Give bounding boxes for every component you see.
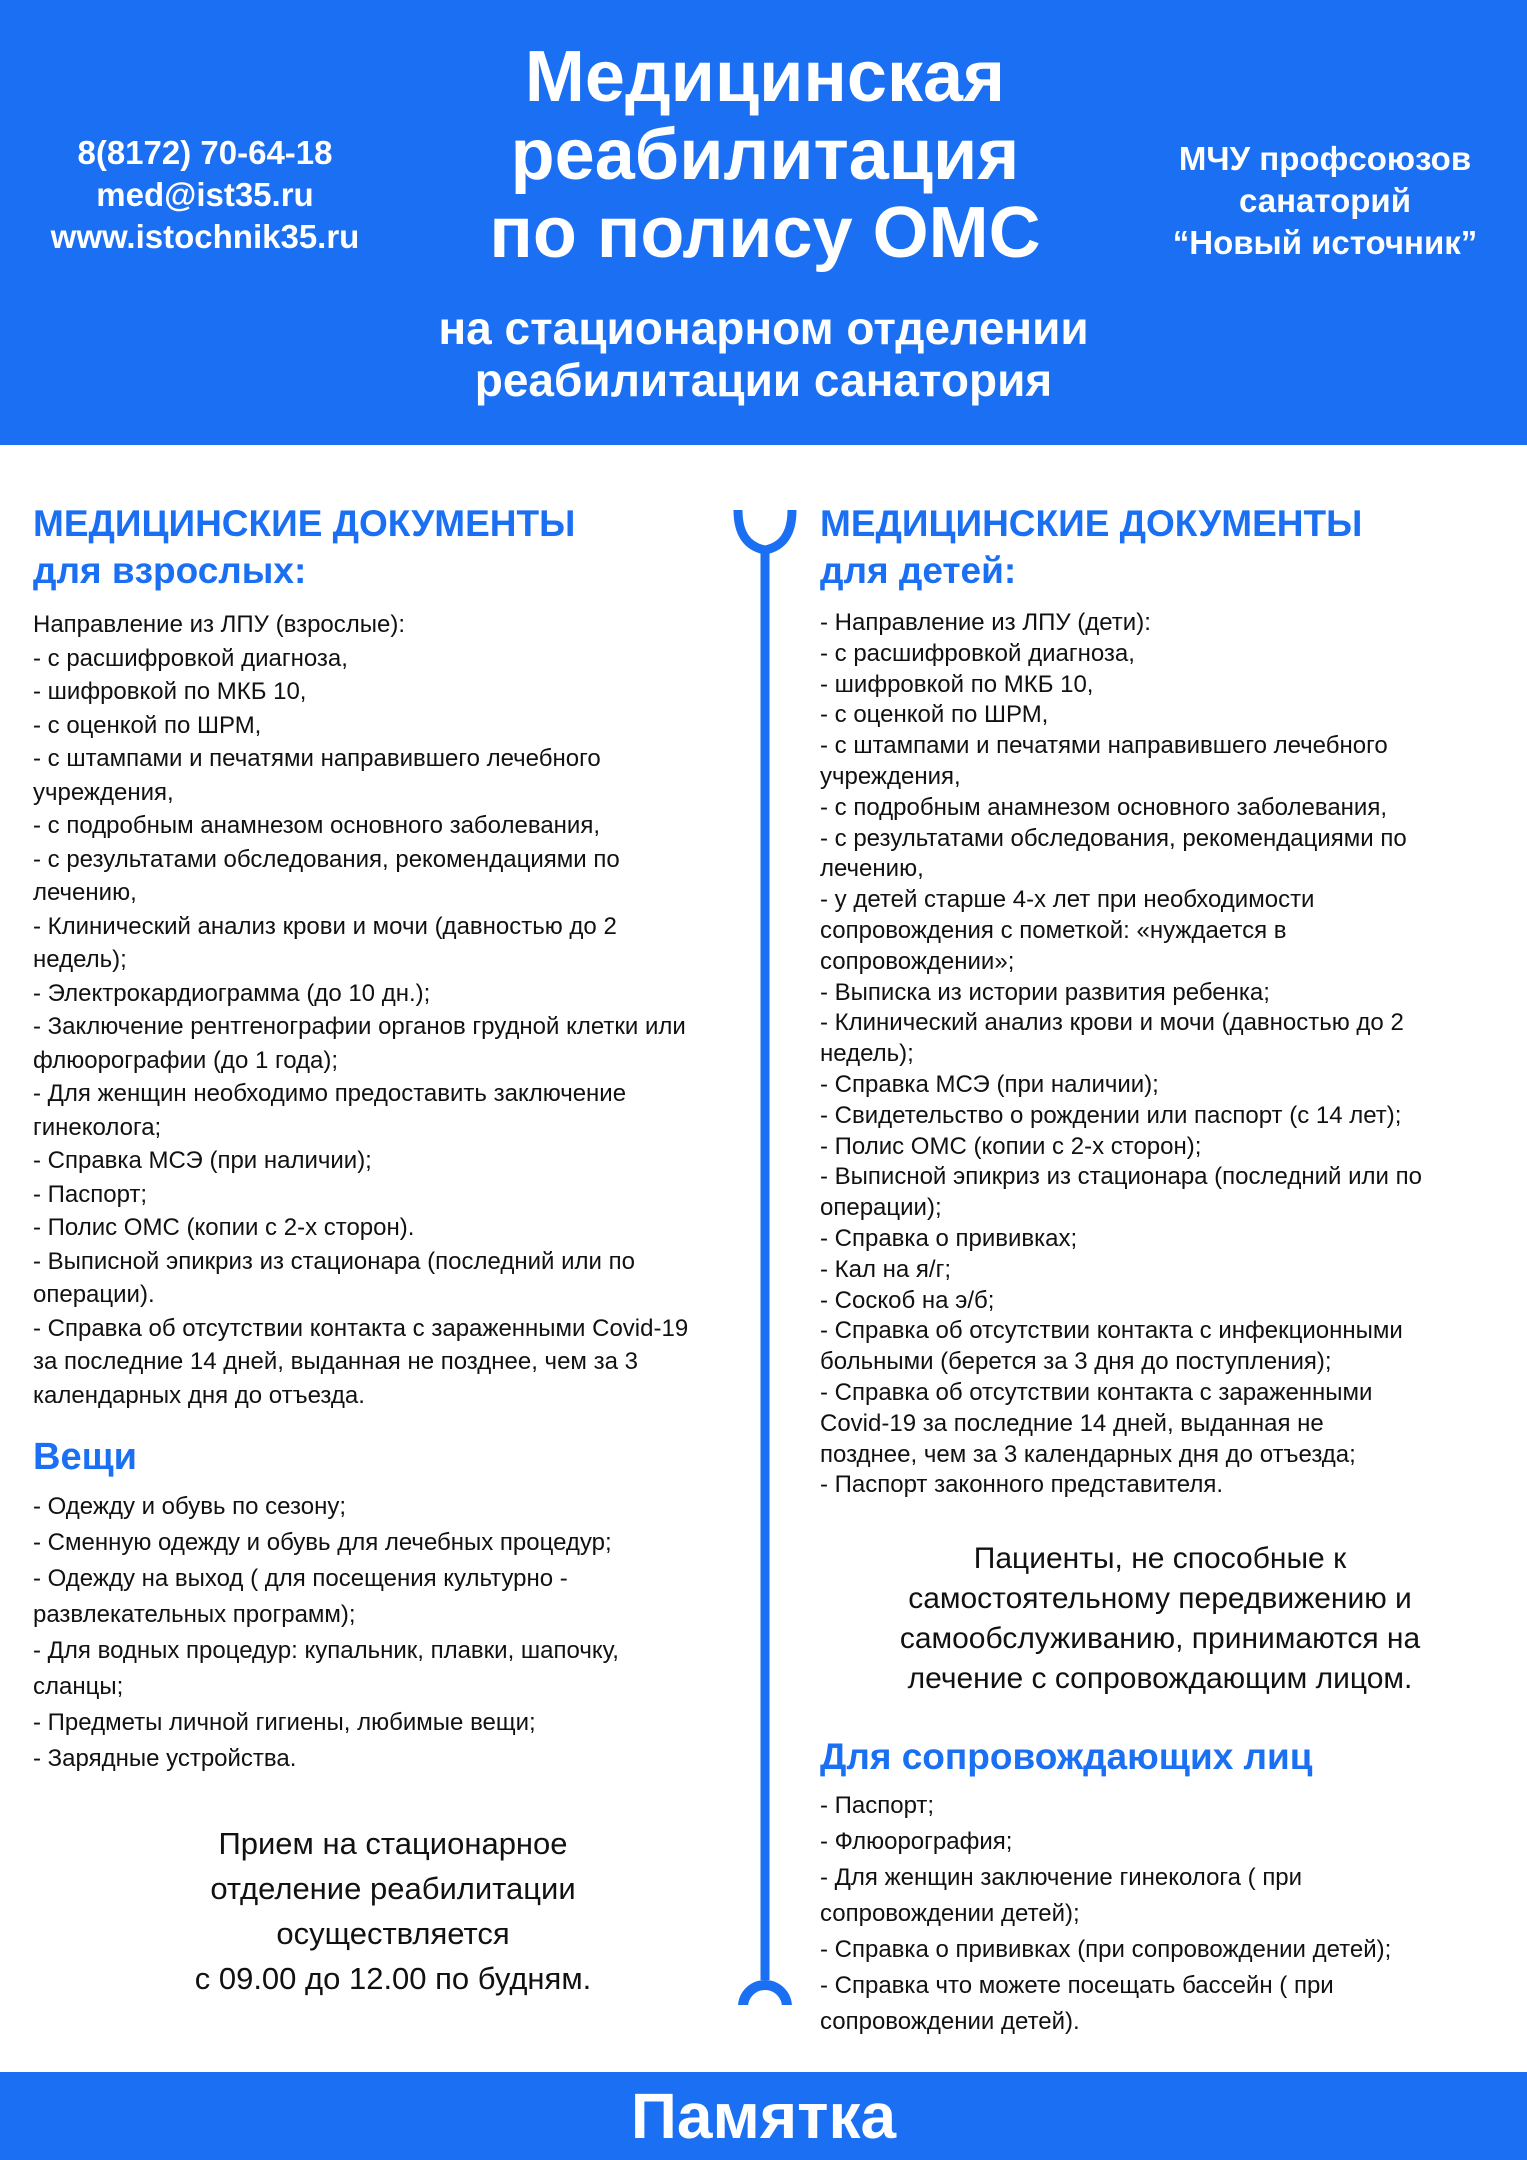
children-column [820, 500, 1500, 2040]
adults-documents-heading [33, 500, 753, 594]
list-item: развлекательных программ); [33, 1601, 356, 1628]
list-item: - с штампами и печатями направившего лечебного [820, 732, 1388, 760]
list-item: - шифровкой по МКБ 10, [820, 670, 1094, 698]
companions-heading: Для сопровождающих лиц [820, 1736, 1313, 1778]
org-line: санаторий [1238, 182, 1411, 219]
phone-number: 8(8172) 70-64-18 [77, 134, 333, 171]
org-line: “Новый источник” [1172, 224, 1478, 261]
list-item: лечению, [33, 879, 137, 906]
children-documents-list [820, 608, 1500, 1501]
contacts-block [30, 132, 380, 258]
list-item: - Для женщин заключение гинеколога ( при [820, 1864, 1303, 1892]
list-item: учреждения, [33, 778, 174, 806]
companions-list [820, 1788, 1500, 2040]
list-item: - Направление из ЛПУ (дети): [820, 609, 1151, 636]
heading-line: для взрослых: [33, 550, 307, 591]
list-item: сопровождении детей). [820, 2008, 1080, 2036]
list-item: недель); [820, 1040, 914, 1068]
list-item: - с оценкой по ШРМ, [33, 711, 262, 739]
org-line: МЧУ профсоюзов [1178, 140, 1472, 177]
list-item: - шифровкой по МКБ 10, [33, 678, 307, 705]
list-item: - Заключение рентгенографии органов грудной клетки или [33, 1013, 686, 1040]
list-item: за последние 14 дней, выданная не позднее, чем за 3 [33, 1348, 638, 1375]
reception-hours-note [33, 1821, 753, 2001]
list-item: - Зарядные устройства. [33, 1745, 297, 1772]
list-item: - Полис ОМС (копии с 2-х сторон). [33, 1214, 415, 1241]
website-url: www.istochnik35.ru [50, 218, 360, 255]
organization-name [1140, 138, 1510, 264]
list-item: - Флюорография; [820, 1828, 1013, 1856]
memo-title: Памятка [630, 2080, 897, 2152]
heading-line: МЕДИЦИНСКИЕ ДОКУМЕНТЫ [820, 503, 1363, 544]
reception-line: осуществляется [276, 1916, 510, 1951]
list-item: - Справка МСЭ (при наличии); [820, 1070, 1159, 1098]
list-item: - Одежду на выход ( для посещения культурно - [33, 1565, 568, 1592]
list-item: - у детей старше 4-х лет при необходимости [820, 886, 1315, 914]
reception-line: с 09.00 до 12.00 по будням. [194, 1961, 592, 1996]
list-item: - Сменную одежду и обувь для лечебных процедур; [33, 1529, 612, 1556]
list-item: - с подробным анамнезом основного заболевания, [820, 793, 1387, 821]
list-item: гинеколога; [33, 1113, 162, 1141]
list-item: учреждения, [820, 762, 961, 790]
list-item: - Клинический анализ крови и мочи (давностью до 2 [820, 1009, 1404, 1037]
list-item: Covid-19 за последние 14 дней, выданная не [820, 1409, 1324, 1437]
list-item: недель); [33, 946, 127, 973]
page-subtitle [300, 302, 1227, 406]
list-item: - Полис ОМС (копии с 2-х сторон); [820, 1132, 1202, 1160]
list-item: сопровождения с пометкой: «нуждается в [820, 916, 1287, 944]
list-item: - Выписка из истории развития ребенка; [820, 978, 1270, 1006]
subtitle-line: на стационарном отделении [438, 302, 1089, 354]
title-line: по полису ОМС [489, 193, 1041, 273]
list-item: - Справка о прививках; [820, 1224, 1078, 1252]
list-item: - Справка МСЭ (при наличии); [33, 1147, 372, 1174]
list-item: - Свидетельство о рождении или паспорт (с 14 лет); [820, 1101, 1402, 1129]
list-item: - Электрокардиограмма (до 10 дн.); [33, 979, 431, 1007]
list-item: - с штампами и печатями направившего лечебного [33, 745, 601, 772]
adults-intro: Направление из ЛПУ (взрослые): [33, 611, 406, 638]
list-item: сопровождении детей); [820, 1900, 1080, 1928]
things-heading: Вещи [33, 1436, 137, 1478]
note-line: лечение с сопровождающим лицом. [907, 1662, 1413, 1696]
list-item: - Паспорт законного представителя. [820, 1471, 1223, 1499]
adults-column [33, 500, 753, 2001]
reception-line: отделение реабилитации [210, 1871, 576, 1906]
heading-line: МЕДИЦИНСКИЕ ДОКУМЕНТЫ [33, 503, 576, 544]
title-line: реабилитация [510, 115, 1020, 195]
list-item: - с оценкой по ШРМ, [820, 701, 1049, 729]
list-item: - Справка об отсутствии контакта с инфекционными [820, 1317, 1403, 1345]
note-line: Пациенты, не способные к [973, 1542, 1347, 1576]
page-title [420, 38, 1110, 272]
list-item: - с результатами обследования, рекомендациями по [820, 824, 1407, 852]
list-item: больными (берется за 3 дня до поступления); [820, 1348, 1332, 1376]
list-item: - Кал на я/г; [820, 1255, 952, 1283]
list-item: - Паспорт; [33, 1180, 148, 1208]
list-item: - Для водных процедур: купальник, плавки, шапочку, [33, 1637, 619, 1664]
list-item: - Справка об отсутствии контакта с зараженными Covid-19 [33, 1314, 689, 1342]
list-item: - с подробным анамнезом основного заболевания, [33, 812, 600, 839]
list-item: флюорографии (до 1 года); [33, 1046, 339, 1074]
list-item: - Одежду и обувь по сезону; [33, 1493, 347, 1520]
list-item: календарных дня до отъезда. [33, 1381, 365, 1409]
list-item: сланцы; [33, 1673, 124, 1700]
footer-banner [0, 2072, 1527, 2160]
note-line: самостоятельному передвижению и [908, 1582, 1412, 1616]
things-list [33, 1489, 753, 1777]
email-address: med@ist35.ru [96, 176, 314, 213]
list-item: сопровождении»; [820, 947, 1015, 975]
stethoscope-divider-icon [720, 505, 810, 2030]
children-documents-heading [820, 500, 1500, 594]
reception-line: Прием на стационарное [218, 1826, 568, 1861]
title-line: Медицинская [524, 37, 1006, 117]
header-banner [0, 0, 1527, 445]
heading-line: для детей: [820, 550, 1017, 591]
list-item: операции); [820, 1194, 942, 1222]
list-item: - Соскоб на э/б; [820, 1286, 995, 1314]
list-item: операции). [33, 1281, 155, 1308]
adults-documents-list [33, 642, 753, 1413]
subtitle-line: реабилитации санатория [474, 354, 1053, 406]
list-item: - Справка что можете посещать бассейн ( при [820, 1972, 1334, 2000]
list-item: - Клинический анализ крови и мочи (давностью до 2 [33, 912, 617, 940]
list-item: - с расшифровкой диагноза, [33, 644, 348, 672]
list-item: - Справка об отсутствии контакта с зараженными [820, 1378, 1373, 1406]
list-item: - Паспорт; [820, 1792, 935, 1820]
list-item: - Выписной эпикриз из стационара (последний или по [820, 1163, 1422, 1191]
list-item: лечению, [820, 855, 924, 883]
list-item: - Для женщин необходимо предоставить заключение [33, 1080, 627, 1107]
note-line: самообслуживанию, принимаются на [899, 1622, 1421, 1656]
list-item: позднее, чем за 3 календарных дня до отъезда; [820, 1440, 1356, 1468]
list-item: - Предметы личной гигиены, любимые вещи; [33, 1709, 536, 1736]
list-item: - Выписной эпикриз из стационара (последний или по [33, 1247, 635, 1275]
list-item: - с результатами обследования, рекомендациями по [33, 845, 620, 873]
patients-note [820, 1539, 1500, 1699]
list-item: - с расшифровкой диагноза, [820, 639, 1135, 667]
list-item: - Справка о прививках (при сопровождении детей); [820, 1936, 1392, 1964]
